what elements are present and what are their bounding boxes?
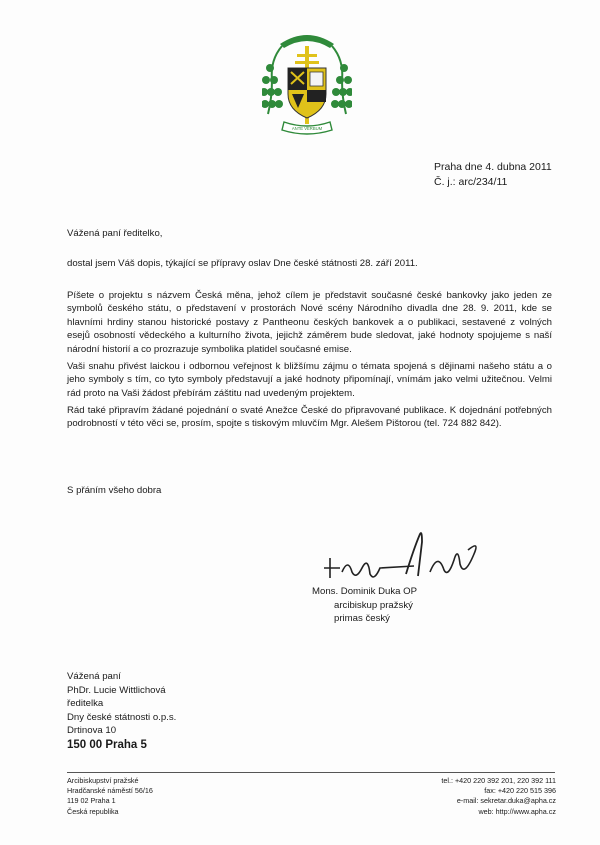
- footer-line: 119 02 Praha 1: [67, 796, 116, 806]
- place-date: Praha dne 4. dubna 2011: [434, 161, 552, 173]
- paragraph-3: Vaši snahu přivést laickou i odbornou veřejnost k bližšímu zájmu o témata spojená s dějinami našeho státu a o jeho symboly s tím, co tyto symboly představují a jaké hodnoty připomínají, vnímám jako velmi užitečnou. Velmi rád proto na Vaši žádost přebírám záštitu nad uvedeným projektem.: [67, 361, 552, 399]
- recipient-address: [67, 670, 176, 753]
- paragraph-1: dostal jsem Váš dopis, týkající se přípravy oslav Dne české státnosti 28. září 2011.: [67, 258, 418, 269]
- letter-reference-block: [434, 160, 552, 190]
- footer-divider: [67, 772, 555, 773]
- footer-line: Hradčanské náměstí 56/16: [67, 786, 153, 796]
- coat-of-arms-icon: [262, 28, 352, 140]
- paragraph-4: Rád také připravím žádané pojednání o svaté Anežce České do připravované publikace. K dojednání potřebných podrobností v této věci se, prosím, spojte s tiskovým mluvčím Mgr. Alešem Pištorou (tel. 724 882 842).: [67, 405, 552, 430]
- recipient-name: PhDr. Lucie Wittlichová: [67, 684, 166, 696]
- footer-web: web: http://www.apha.cz: [478, 806, 556, 816]
- signer-block: [312, 585, 417, 626]
- footer-contacts: [441, 776, 556, 817]
- motto-text: ANTE VERBUM: [291, 126, 323, 131]
- letter-closing: S přáním všeho dobra: [67, 485, 162, 496]
- signer-title-2: primas český: [334, 613, 390, 625]
- footer-line: Arcibiskupství pražské: [67, 776, 139, 785]
- handwritten-signature: [318, 528, 488, 584]
- recipient-role: ředitelka: [67, 698, 104, 710]
- signer-title: arcibiskup pražský: [334, 599, 413, 611]
- paragraph-2: Píšete o projektu s názvem Česká měna, jehož cílem je představit současné české bankovky jako jeden ze symbolů českého státu, o představení v prostorách Nové scény Národního divadla dne 28. 9. 2011, kde se hlavními hrdiny stanou historické postavy z Pantheonu českých bankovek a o publikaci, sestavené z volných esejů osobností vědeckého a kulturního života, jejichž záměrem bude sledovat, jaké hodnoty spojujeme s naší národní historií a co prozrazuje symbolika platidel současné emise.: [67, 290, 552, 355]
- footer-phone: tel.: +420 220 392 201, 220 392 111: [441, 776, 556, 785]
- recipient-salutation: Vážená paní: [67, 671, 121, 682]
- footer-line: Česká republika: [67, 806, 119, 816]
- footer-email: e-mail: sekretar.duka@apha.cz: [456, 796, 556, 806]
- footer-address: [67, 776, 153, 817]
- letter-salutation: Vážená paní ředitelko,: [67, 228, 163, 239]
- recipient-postal: 150 00 Praha 5: [67, 738, 147, 751]
- recipient-street: Drtinova 10: [67, 725, 117, 737]
- reference-number: Č. j.: arc/234/11: [434, 176, 508, 188]
- footer-fax: fax: +420 220 515 396: [484, 786, 556, 796]
- recipient-organization: Dny české státnosti o.p.s.: [67, 711, 177, 723]
- signer-name: Mons. Dominik Duka OP: [312, 586, 418, 597]
